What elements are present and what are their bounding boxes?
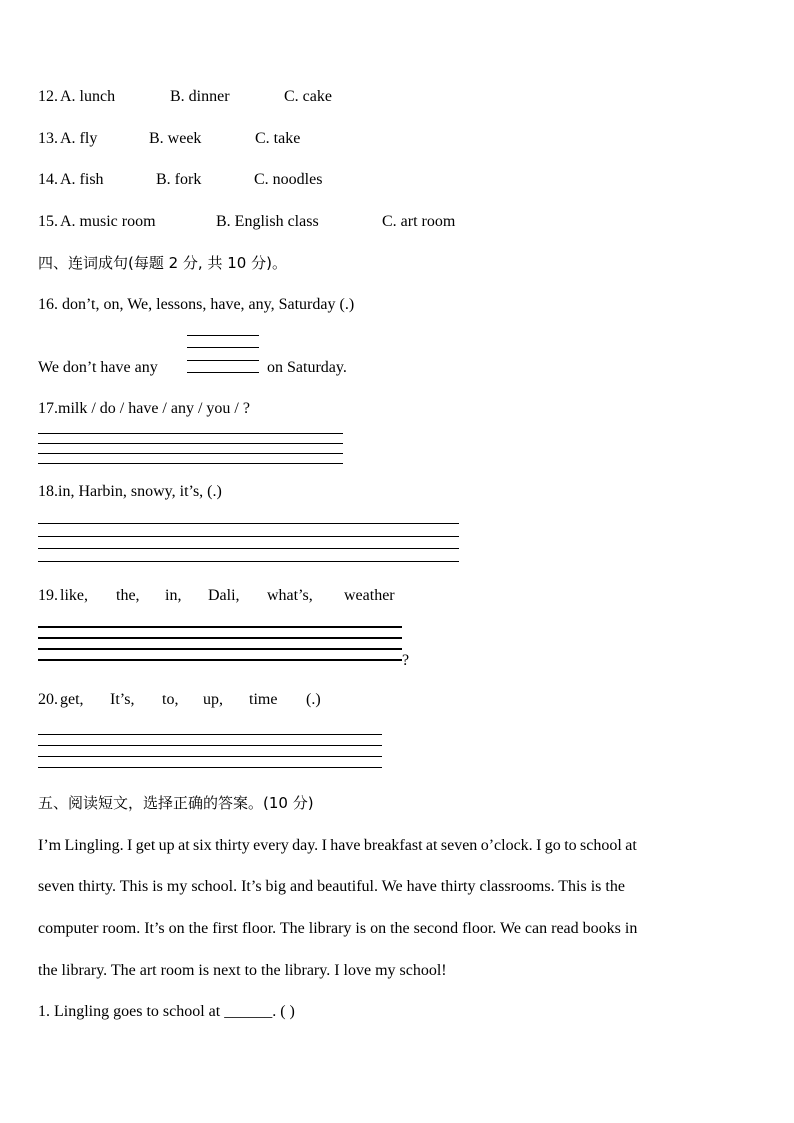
answer-text-before: We don’t have any: [38, 359, 158, 376]
option-b: B. English class: [216, 213, 319, 230]
answer-line[interactable]: [38, 463, 343, 464]
question-19-end-mark: ?: [402, 652, 410, 669]
answer-line[interactable]: [38, 767, 382, 768]
word: (.): [306, 691, 321, 708]
answer-line[interactable]: [38, 659, 402, 661]
passage-line: the library. The art room is next to the library. I love my school!: [38, 962, 447, 979]
reading-question-1: 1. Lingling goes to school at ______. ( ): [38, 1003, 295, 1020]
word: weather: [344, 587, 395, 604]
word: time: [249, 691, 278, 708]
option-c: C. cake: [284, 88, 332, 105]
word: up,: [203, 691, 223, 708]
word: Dali,: [208, 587, 240, 604]
option-a: A. fly: [60, 130, 98, 147]
option-c: C. take: [255, 130, 301, 147]
answer-line[interactable]: [187, 372, 259, 373]
question-number: 19.: [38, 587, 58, 604]
answer-line[interactable]: [38, 443, 343, 444]
question-number: 14.: [38, 171, 58, 188]
word: in,: [165, 587, 182, 604]
answer-line[interactable]: [38, 523, 459, 524]
answer-line[interactable]: [187, 335, 259, 336]
answer-line[interactable]: [38, 536, 459, 537]
section-5-heading: 五、阅读短文，选择正确的答案。(10 分): [38, 794, 314, 812]
passage-line: computer room. It’s on the first floor. The library is on the second floor. We can read books in: [38, 920, 638, 937]
question-number: 15.: [38, 213, 58, 230]
option-c: C. noodles: [254, 171, 323, 188]
answer-line[interactable]: [187, 347, 259, 348]
word: get,: [60, 691, 84, 708]
answer-line[interactable]: [38, 637, 402, 639]
answer-line[interactable]: [38, 433, 343, 434]
question-18-prompt: 18.in, Harbin, snowy, it’s, (.): [38, 483, 222, 500]
option-a: A. music room: [60, 213, 156, 230]
passage-line: I’m Lingling. I get up at six thirty every day. I have breakfast at seven o’clock. I go to school at: [38, 837, 637, 854]
section-4-heading: 四、连词成句(每题 2 分, 共 10 分)。: [38, 254, 287, 272]
answer-text-after: on Saturday.: [267, 359, 347, 376]
option-c: C. art room: [382, 213, 456, 230]
question-number: 12.: [38, 88, 58, 105]
option-a: A. fish: [60, 171, 104, 188]
word: like,: [60, 587, 88, 604]
answer-line[interactable]: [38, 453, 343, 454]
word: the,: [116, 587, 140, 604]
option-b: B. week: [149, 130, 202, 147]
answer-line[interactable]: [187, 360, 259, 361]
option-b: B. fork: [156, 171, 202, 188]
answer-line[interactable]: [38, 561, 459, 562]
option-b: B. dinner: [170, 88, 230, 105]
passage-line: seven thirty. This is my school. It’s big and beautiful. We have thirty classrooms. This is the: [38, 878, 625, 895]
word: what’s,: [267, 587, 313, 604]
word: It’s,: [110, 691, 135, 708]
question-number: 13.: [38, 130, 58, 147]
answer-line[interactable]: [38, 648, 402, 650]
question-number: 20.: [38, 691, 58, 708]
answer-line[interactable]: [38, 626, 402, 628]
answer-line[interactable]: [38, 756, 382, 757]
answer-line[interactable]: [38, 734, 382, 735]
question-17-prompt: 17.milk / do / have / any / you / ?: [38, 400, 250, 417]
option-a: A. lunch: [60, 88, 116, 105]
word: to,: [162, 691, 179, 708]
answer-line[interactable]: [38, 745, 382, 746]
question-16-prompt: 16. don’t, on, We, lessons, have, any, Saturday (.): [38, 296, 355, 313]
answer-line[interactable]: [38, 548, 459, 549]
